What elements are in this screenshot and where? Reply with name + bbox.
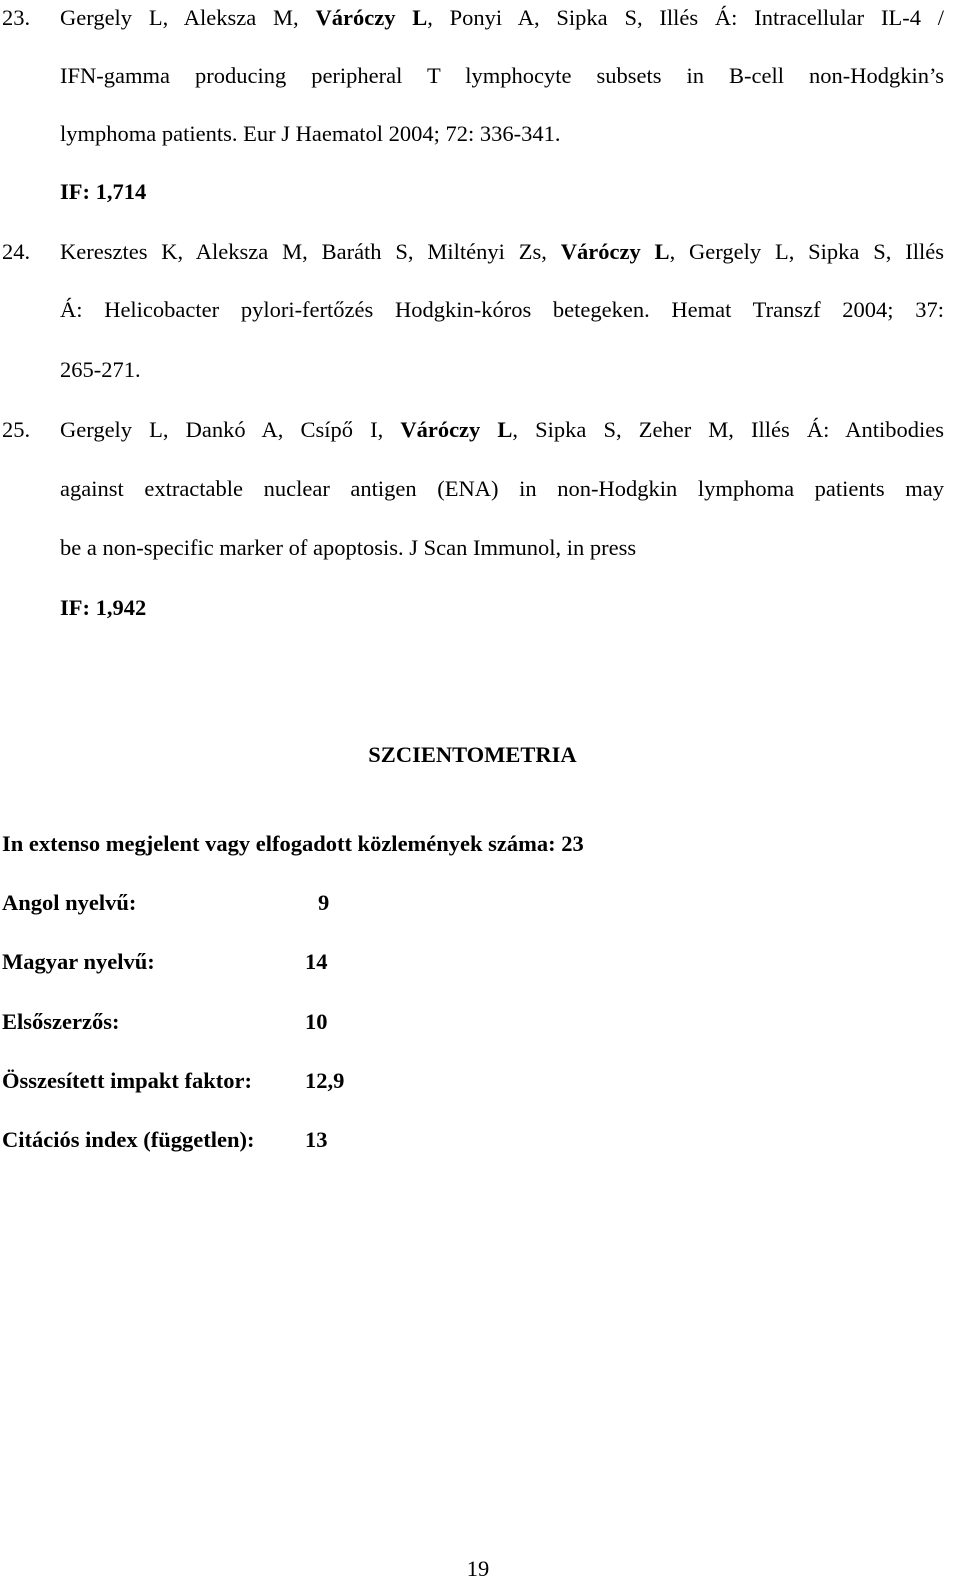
reference-number: 23. [2, 5, 31, 30]
author-highlight: Váróczy L [315, 5, 428, 30]
reference-line: Keresztes K, Aleksza M, Baráth S, Miltényi Zs, Váróczy L, Gergely L, Sipka S, Illés [60, 239, 945, 264]
stat-value: 9 [318, 890, 330, 915]
stat-label: Angol nyelvű: [2, 890, 137, 915]
reference-line: lymphoma patients. Eur J Haematol 2004; 72: 336-341. [60, 121, 561, 146]
stat-value: 13 [305, 1127, 328, 1152]
stat-label: Citációs index (független): [2, 1127, 255, 1152]
stat-label: Összesített impakt faktor: [2, 1068, 252, 1093]
reference-number: 24. [2, 239, 31, 264]
reference-line: IFN-gamma producing peripheral T lymphocyte subsets in B-cell non-Hodgkin’s [60, 63, 944, 88]
reference-line: Á: Helicobacter pylori-fertőzés Hodgkin-kóros betegeken. Hemat Transzf 2004; 37: [60, 297, 944, 322]
stat-label: Magyar nyelvű: [2, 949, 155, 974]
author-highlight: Váróczy L [560, 239, 670, 264]
impact-factor: IF: 1,714 [60, 179, 147, 204]
author-highlight: Váróczy L [400, 417, 513, 442]
stat-value: 10 [305, 1009, 328, 1034]
reference-line: be a non-specific marker of apoptosis. J Scan Immunol, in press [60, 535, 637, 560]
stat-label: Elsőszerzős: [2, 1009, 120, 1034]
reference-line: 265-271. [60, 357, 141, 382]
impact-factor: IF: 1,942 [60, 595, 147, 620]
stat-value: 14 [305, 949, 328, 974]
stat-value: 12,9 [305, 1068, 345, 1093]
reference-line: Gergely L, Dankó A, Csípő I, Váróczy L, Sipka S, Zeher M, Illés Á: Antibodies [60, 417, 944, 442]
publication-count-summary: In extenso megjelent vagy elfogadott közlemények száma: 23 [2, 831, 584, 856]
page-number: 19 [466, 1556, 490, 1581]
reference-line: Gergely L, Aleksza M, Váróczy L, Ponyi A, Sipka S, Illés Á: Intracellular IL-4 / [60, 5, 944, 30]
section-title: SZCIENTOMETRIA [368, 742, 577, 767]
reference-number: 25. [2, 417, 31, 442]
reference-line: against extractable nuclear antigen (ENA) in non-Hodgkin lymphoma patients may [60, 476, 944, 501]
